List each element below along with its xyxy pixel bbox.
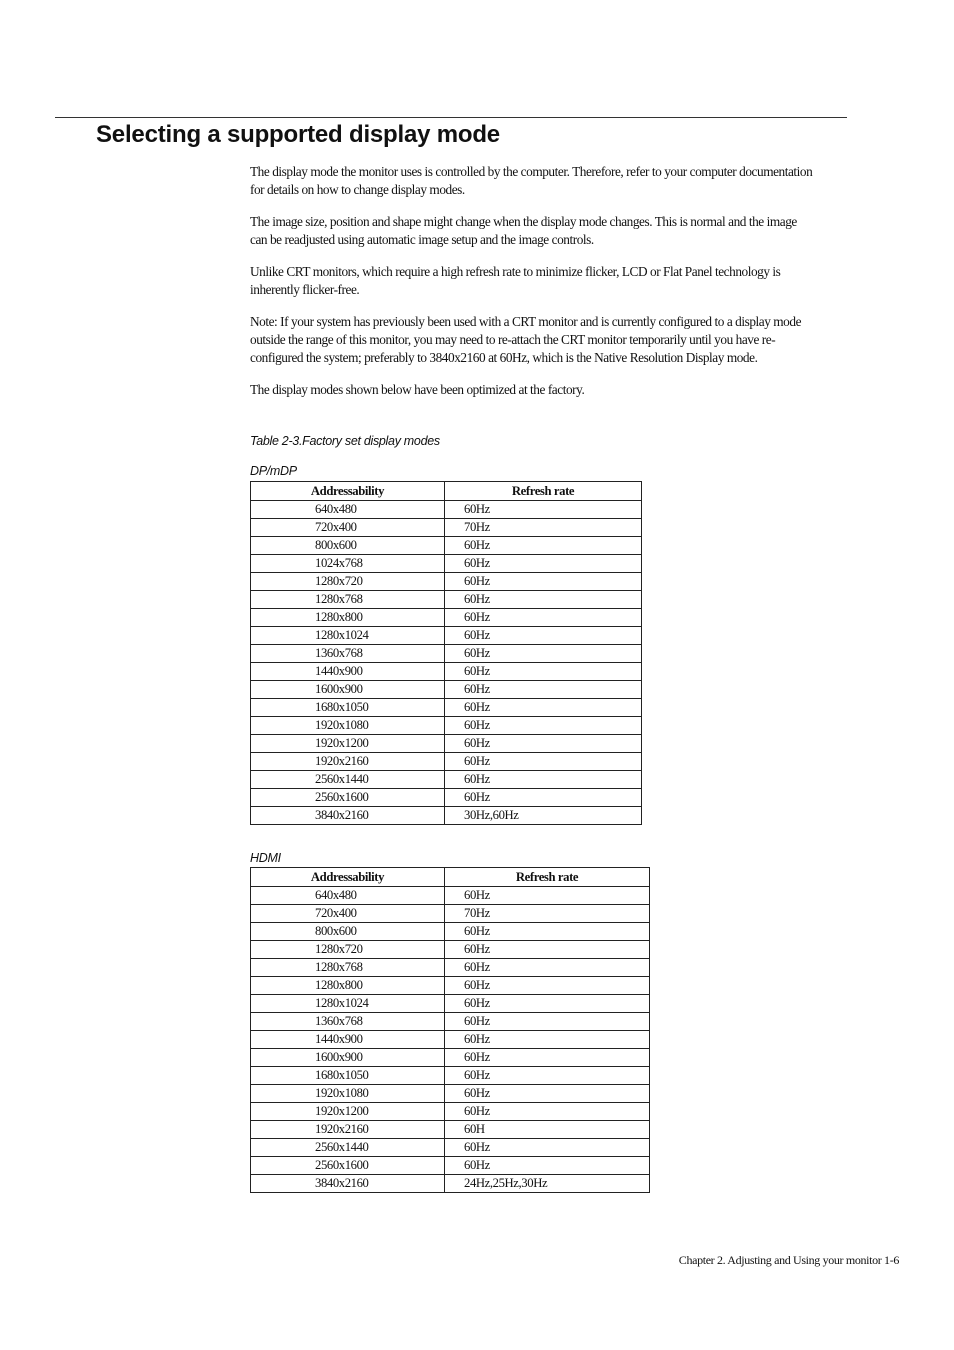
addressability-cell: 1920x2160	[251, 753, 445, 771]
refresh-rate-cell: 70Hz	[445, 519, 642, 537]
header-refresh-rate: Refresh rate	[445, 482, 642, 501]
table-row	[251, 995, 650, 1013]
table-row	[251, 1085, 650, 1103]
table-row	[251, 1157, 650, 1175]
table-row	[251, 627, 642, 645]
addressability-cell: 1280x720	[251, 573, 445, 591]
addressability-cell: 1360x768	[251, 1013, 445, 1031]
table-header-row	[251, 868, 650, 887]
table-row	[251, 645, 642, 663]
table-row	[251, 1013, 650, 1031]
addressability-cell: 1600x900	[251, 1049, 445, 1067]
table-row	[251, 905, 650, 923]
display-modes-table-dp	[250, 481, 642, 825]
addressability-cell: 1280x1024	[251, 995, 445, 1013]
paragraph-flicker: Unlike CRT monitors, which require a high refresh rate to minimize flicker, LCD or Flat Panel technology is inherently flicker-free.	[250, 264, 781, 297]
table-row	[251, 717, 642, 735]
refresh-rate-cell: 60Hz	[445, 887, 650, 905]
refresh-rate-cell: 60Hz	[445, 735, 642, 753]
addressability-cell: 720x400	[251, 905, 445, 923]
table-row	[251, 1121, 650, 1139]
paragraph-optimized: The display modes shown below have been optimized at the factory.	[250, 382, 585, 397]
table-row	[251, 771, 642, 789]
table-label-dp: DP/mDP	[250, 464, 297, 478]
addressability-cell: 3840x2160	[251, 1175, 445, 1193]
addressability-cell: 640x480	[251, 501, 445, 519]
paragraph-note: Note: If your system has previously been used with a CRT monitor and is currently configured to a display mode outside the range of this monitor, you may need to re-attach the CRT monitor temporarily until you have re-configured the system; preferably to 3840x2160 at 60Hz, which is the Native Resolution Display mode.	[250, 314, 802, 365]
refresh-rate-cell: 70Hz	[445, 905, 650, 923]
table-row	[251, 923, 650, 941]
table-row	[251, 959, 650, 977]
table-row	[251, 941, 650, 959]
page-footer: Chapter 2. Adjusting and Using your monitor 1-6	[678, 1253, 899, 1267]
refresh-rate-cell: 60Hz	[445, 591, 642, 609]
page-title: Selecting a supported display mode	[96, 121, 500, 148]
table-row	[251, 789, 642, 807]
refresh-rate-cell: 60Hz	[445, 1031, 650, 1049]
refresh-rate-cell: 60Hz	[445, 977, 650, 995]
paragraph-image-size: The image size, position and shape might change when the display mode changes. This is normal and the image can be readjusted using automatic image setup and the image controls.	[250, 214, 797, 247]
refresh-rate-cell: 60Hz	[445, 923, 650, 941]
table-label-hdmi: HDMI	[250, 851, 281, 865]
addressability-cell: 1280x720	[251, 941, 445, 959]
refresh-rate-cell: 60Hz	[445, 609, 642, 627]
addressability-cell: 2560x1600	[251, 1157, 445, 1175]
table-row	[251, 1031, 650, 1049]
addressability-cell: 1024x768	[251, 555, 445, 573]
addressability-cell: 1920x1200	[251, 735, 445, 753]
refresh-rate-cell: 60Hz	[445, 753, 642, 771]
table-row	[251, 591, 642, 609]
addressability-cell: 1280x768	[251, 959, 445, 977]
addressability-cell: 1280x1024	[251, 627, 445, 645]
refresh-rate-cell: 60H	[445, 1121, 650, 1139]
refresh-rate-cell: 60Hz	[445, 663, 642, 681]
refresh-rate-cell: 60Hz	[445, 573, 642, 591]
header-refresh-rate: Refresh rate	[445, 868, 650, 887]
table-row	[251, 501, 642, 519]
refresh-rate-cell: 60Hz	[445, 1013, 650, 1031]
table-row	[251, 977, 650, 995]
addressability-cell: 1600x900	[251, 681, 445, 699]
addressability-cell: 1680x1050	[251, 699, 445, 717]
table-row	[251, 1103, 650, 1121]
addressability-cell: 1680x1050	[251, 1067, 445, 1085]
addressability-cell: 1920x2160	[251, 1121, 445, 1139]
refresh-rate-cell: 60Hz	[445, 1049, 650, 1067]
refresh-rate-cell: 60Hz	[445, 717, 642, 735]
addressability-cell: 1280x768	[251, 591, 445, 609]
table-row	[251, 1175, 650, 1193]
addressability-cell: 1920x1080	[251, 717, 445, 735]
refresh-rate-cell: 60Hz	[445, 941, 650, 959]
addressability-cell: 2560x1600	[251, 789, 445, 807]
table-row	[251, 555, 642, 573]
table-row	[251, 735, 642, 753]
refresh-rate-cell: 30Hz,60Hz	[445, 807, 642, 825]
addressability-cell: 1440x900	[251, 663, 445, 681]
addressability-cell: 720x400	[251, 519, 445, 537]
display-modes-table-hdmi	[250, 867, 650, 1193]
refresh-rate-cell: 60Hz	[445, 789, 642, 807]
addressability-cell: 1360x768	[251, 645, 445, 663]
addressability-cell: 2560x1440	[251, 771, 445, 789]
addressability-cell: 1440x900	[251, 1031, 445, 1049]
refresh-rate-cell: 24Hz,25Hz,30Hz	[445, 1175, 650, 1193]
refresh-rate-cell: 60Hz	[445, 1103, 650, 1121]
addressability-cell: 1920x1080	[251, 1085, 445, 1103]
table-row	[251, 681, 642, 699]
refresh-rate-cell: 60Hz	[445, 681, 642, 699]
table-row	[251, 887, 650, 905]
addressability-cell: 1280x800	[251, 609, 445, 627]
table-row	[251, 1049, 650, 1067]
refresh-rate-cell: 60Hz	[445, 771, 642, 789]
table-row	[251, 699, 642, 717]
table-row	[251, 807, 642, 825]
refresh-rate-cell: 60Hz	[445, 959, 650, 977]
body-text	[250, 163, 815, 413]
refresh-rate-cell: 60Hz	[445, 501, 642, 519]
refresh-rate-cell: 60Hz	[445, 1085, 650, 1103]
table-row	[251, 609, 642, 627]
table-row	[251, 537, 642, 555]
header-rule	[55, 117, 847, 118]
refresh-rate-cell: 60Hz	[445, 1139, 650, 1157]
table-row	[251, 1139, 650, 1157]
refresh-rate-cell: 60Hz	[445, 1157, 650, 1175]
addressability-cell: 800x600	[251, 537, 445, 555]
addressability-cell: 800x600	[251, 923, 445, 941]
refresh-rate-cell: 60Hz	[445, 1067, 650, 1085]
refresh-rate-cell: 60Hz	[445, 555, 642, 573]
header-addressability: Addressability	[251, 482, 445, 501]
table-row	[251, 1067, 650, 1085]
table-caption: Table 2-3.Factory set display modes	[250, 434, 440, 448]
refresh-rate-cell: 60Hz	[445, 699, 642, 717]
paragraph-display-mode: The display mode the monitor uses is controlled by the computer. Therefore, refer to your computer documentation for details on how to change display modes.	[250, 164, 813, 197]
refresh-rate-cell: 60Hz	[445, 995, 650, 1013]
table-header-row	[251, 482, 642, 501]
addressability-cell: 640x480	[251, 887, 445, 905]
addressability-cell: 1280x800	[251, 977, 445, 995]
table-row	[251, 573, 642, 591]
addressability-cell: 3840x2160	[251, 807, 445, 825]
table-row	[251, 753, 642, 771]
header-addressability: Addressability	[251, 868, 445, 887]
refresh-rate-cell: 60Hz	[445, 645, 642, 663]
refresh-rate-cell: 60Hz	[445, 537, 642, 555]
addressability-cell: 1920x1200	[251, 1103, 445, 1121]
table-row	[251, 519, 642, 537]
addressability-cell: 2560x1440	[251, 1139, 445, 1157]
table-row	[251, 663, 642, 681]
refresh-rate-cell: 60Hz	[445, 627, 642, 645]
